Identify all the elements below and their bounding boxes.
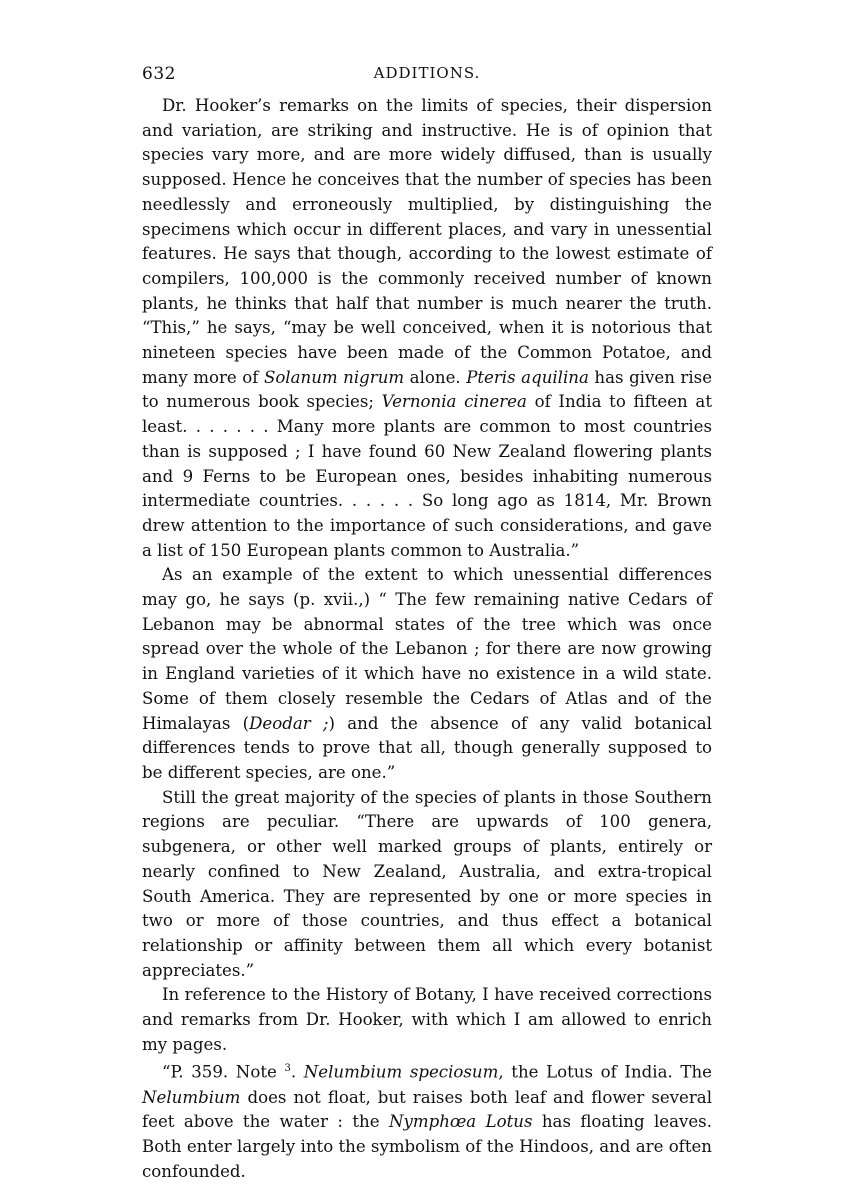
italic-term: Deodar ;	[249, 713, 329, 733]
text-run: has floating leaves. Both enter largely into the symbolism of the Hindoos, and are often confounded.	[142, 1112, 712, 1181]
italic-term: Nymphœa Lotus	[388, 1112, 533, 1132]
book-page	[142, 60, 712, 1184]
text-run: ) and the absence of any valid botanical differences tends to prove that all, though generally supposed to be different species, are one.”	[142, 713, 712, 782]
italic-term: Pteris aquilina	[466, 367, 589, 387]
text-run: alone.	[404, 367, 467, 387]
text-run: Still the great majority of the species of plants in those Southern regions are peculiar. “There are upwards of 100 genera, subgenera, or other well marked groups of plants, entirely or nearly confined to New Zealand, Australia, and extra-tropical South America. They are represented by one or more species in two or more of those countries, and thus effect a botanical relationship or affinity between them all which every botanist appreciates.”	[142, 787, 712, 980]
paragraph	[142, 786, 712, 984]
running-head-title: ADDITIONS.	[373, 64, 481, 82]
page-number: 632	[142, 64, 176, 84]
paragraph	[142, 94, 712, 563]
italic-term: Nelumbium speciosum	[303, 1062, 499, 1082]
text-run: .	[290, 1062, 304, 1082]
text-run: , the Lotus of India. The	[498, 1062, 712, 1082]
text-run: As an example of the extent to which unessential differences may go, he says (p. xvii.,) “ The few remaining native Cedars of Lebanon may be abnormal states of the tree which was once spread over the whole of the Lebanon ; for there are now growing in England varieties of it which have no existence in a wild state. Some of them closely resemble the Cedars of Atlas and of the Himalayas (	[142, 565, 712, 733]
paragraph	[142, 563, 712, 785]
paragraph	[142, 983, 712, 1057]
footnote-mark: 3	[284, 1063, 291, 1075]
running-head	[142, 60, 712, 94]
text-run: Dr. Hooker’s remarks on the limits of species, their dispersion and variation, are striking and instructive. He is of opinion that species vary more, and are more widely diffused, than is usually supposed. Hence he conceives that the number of species has been needlessly and erroneously multiplied, by distinguishing the specimens which occur in different places, and vary in unessential features. He says that though, according to the lowest estimate of compilers, 100,000 is the commonly received number of known plants, he thinks that half that number is much nearer the truth. “This,” he says, “may be well conceived, when it is notorious that nineteen species have been made of the Common Potatoe, and many more of	[142, 96, 712, 387]
italic-term: Solanum nigrum	[263, 367, 405, 387]
body-text	[142, 94, 712, 1184]
italic-term: Vernonia cinerea	[381, 392, 527, 412]
paragraph	[142, 1057, 712, 1184]
text-run: does not float, but raises both leaf and flower several feet above the water : the	[142, 1087, 712, 1132]
text-run: of India to fifteen at least. . . . . . . Many more plants are common to most countries than is supposed ; I have found 60 New Zealand flowering plants and 9 Ferns to be European ones, besides inhabiting numerous intermediate countries. . . . . . So long ago as 1814, Mr. Brown drew attention to the importance of such considerations, and gave a list of 150 European plants common to Australia.”	[142, 392, 712, 560]
text-run: has given rise to numerous book species;	[142, 367, 713, 412]
italic-term: Nelumbium	[142, 1087, 241, 1107]
text-run: “P. 359. Note	[162, 1062, 285, 1082]
text-run: In reference to the History of Botany, I have received corrections and remarks from Dr. Hooker, with which I am allowed to enrich my pages.	[142, 985, 712, 1054]
